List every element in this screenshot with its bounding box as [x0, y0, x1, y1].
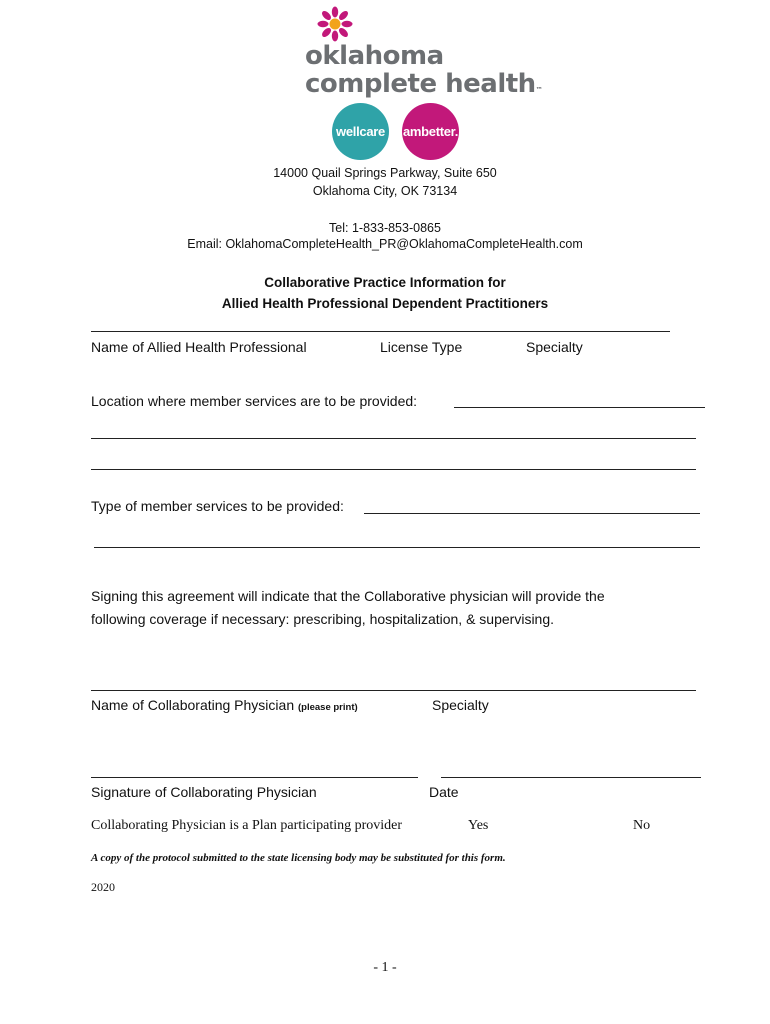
- allied-name-line[interactable]: [91, 331, 670, 332]
- agreement-text-line1: Signing this agreement will indicate that the Collaborative physician will provide the: [91, 588, 605, 604]
- signature-line[interactable]: [91, 777, 418, 778]
- logo-tm: ™: [535, 86, 543, 94]
- services-label: Type of member services to be provided:: [91, 498, 344, 514]
- participating-label: Collaborating Physician is a Plan participating provider: [91, 818, 403, 833]
- form-title-line1: Collaborative Practice Information for: [264, 275, 506, 290]
- logo-complete-health: [305, 70, 542, 104]
- form-year: 2020: [91, 880, 115, 894]
- form-title-line2: Allied Health Professional Dependent Practitioners: [221, 296, 549, 311]
- address-tel: Tel: 1-833-853-0865: [329, 221, 441, 235]
- location-input-line[interactable]: [454, 407, 705, 408]
- location-line-3[interactable]: [91, 469, 696, 470]
- no-option[interactable]: No: [633, 818, 651, 833]
- date-line[interactable]: [441, 777, 701, 778]
- physician-specialty-label: Specialty: [432, 697, 489, 713]
- wellcare-text: wellcare: [336, 124, 385, 139]
- date-label: Date: [429, 784, 459, 800]
- protocol-note: A copy of the protocol submitted to the state licensing body may be substituted for this form.: [91, 852, 506, 864]
- yes-option[interactable]: Yes: [468, 818, 489, 833]
- logo-complete-health-text: complete health: [305, 69, 536, 99]
- ambetter-logo: [402, 103, 459, 160]
- logo-oklahoma: oklahoma: [305, 41, 444, 71]
- agreement-text-line2: following coverage if necessary: prescribing, hospitalization, & supervising.: [91, 611, 555, 627]
- wellcare-logo: [332, 103, 389, 160]
- please-print-note: (please print): [298, 702, 358, 713]
- allied-name-label: Name of Allied Health Professional: [91, 339, 307, 355]
- signature-label: Signature of Collaborating Physician: [91, 784, 317, 800]
- flower-logo-icon: [316, 5, 354, 43]
- specialty-label: Specialty: [526, 339, 583, 355]
- address-city: Oklahoma City, OK 73134: [312, 184, 458, 198]
- location-line-2[interactable]: [91, 438, 696, 439]
- services-line-2[interactable]: [94, 547, 700, 548]
- physician-name-label: [91, 697, 358, 713]
- page-number: - 1 -: [373, 960, 397, 975]
- physician-name-text: Name of Collaborating Physician: [91, 697, 295, 713]
- address-email: Email: OklahomaCompleteHealth_PR@OklahomaCompleteHealth.com: [187, 237, 583, 251]
- ambetter-text: ambetter.: [402, 124, 459, 139]
- license-type-label: License Type: [380, 339, 463, 355]
- physician-name-line[interactable]: [91, 690, 696, 691]
- address-street: 14000 Quail Springs Parkway, Suite 650: [273, 166, 497, 180]
- services-input-line[interactable]: [364, 513, 700, 514]
- location-label: Location where member services are to be provided:: [91, 393, 418, 409]
